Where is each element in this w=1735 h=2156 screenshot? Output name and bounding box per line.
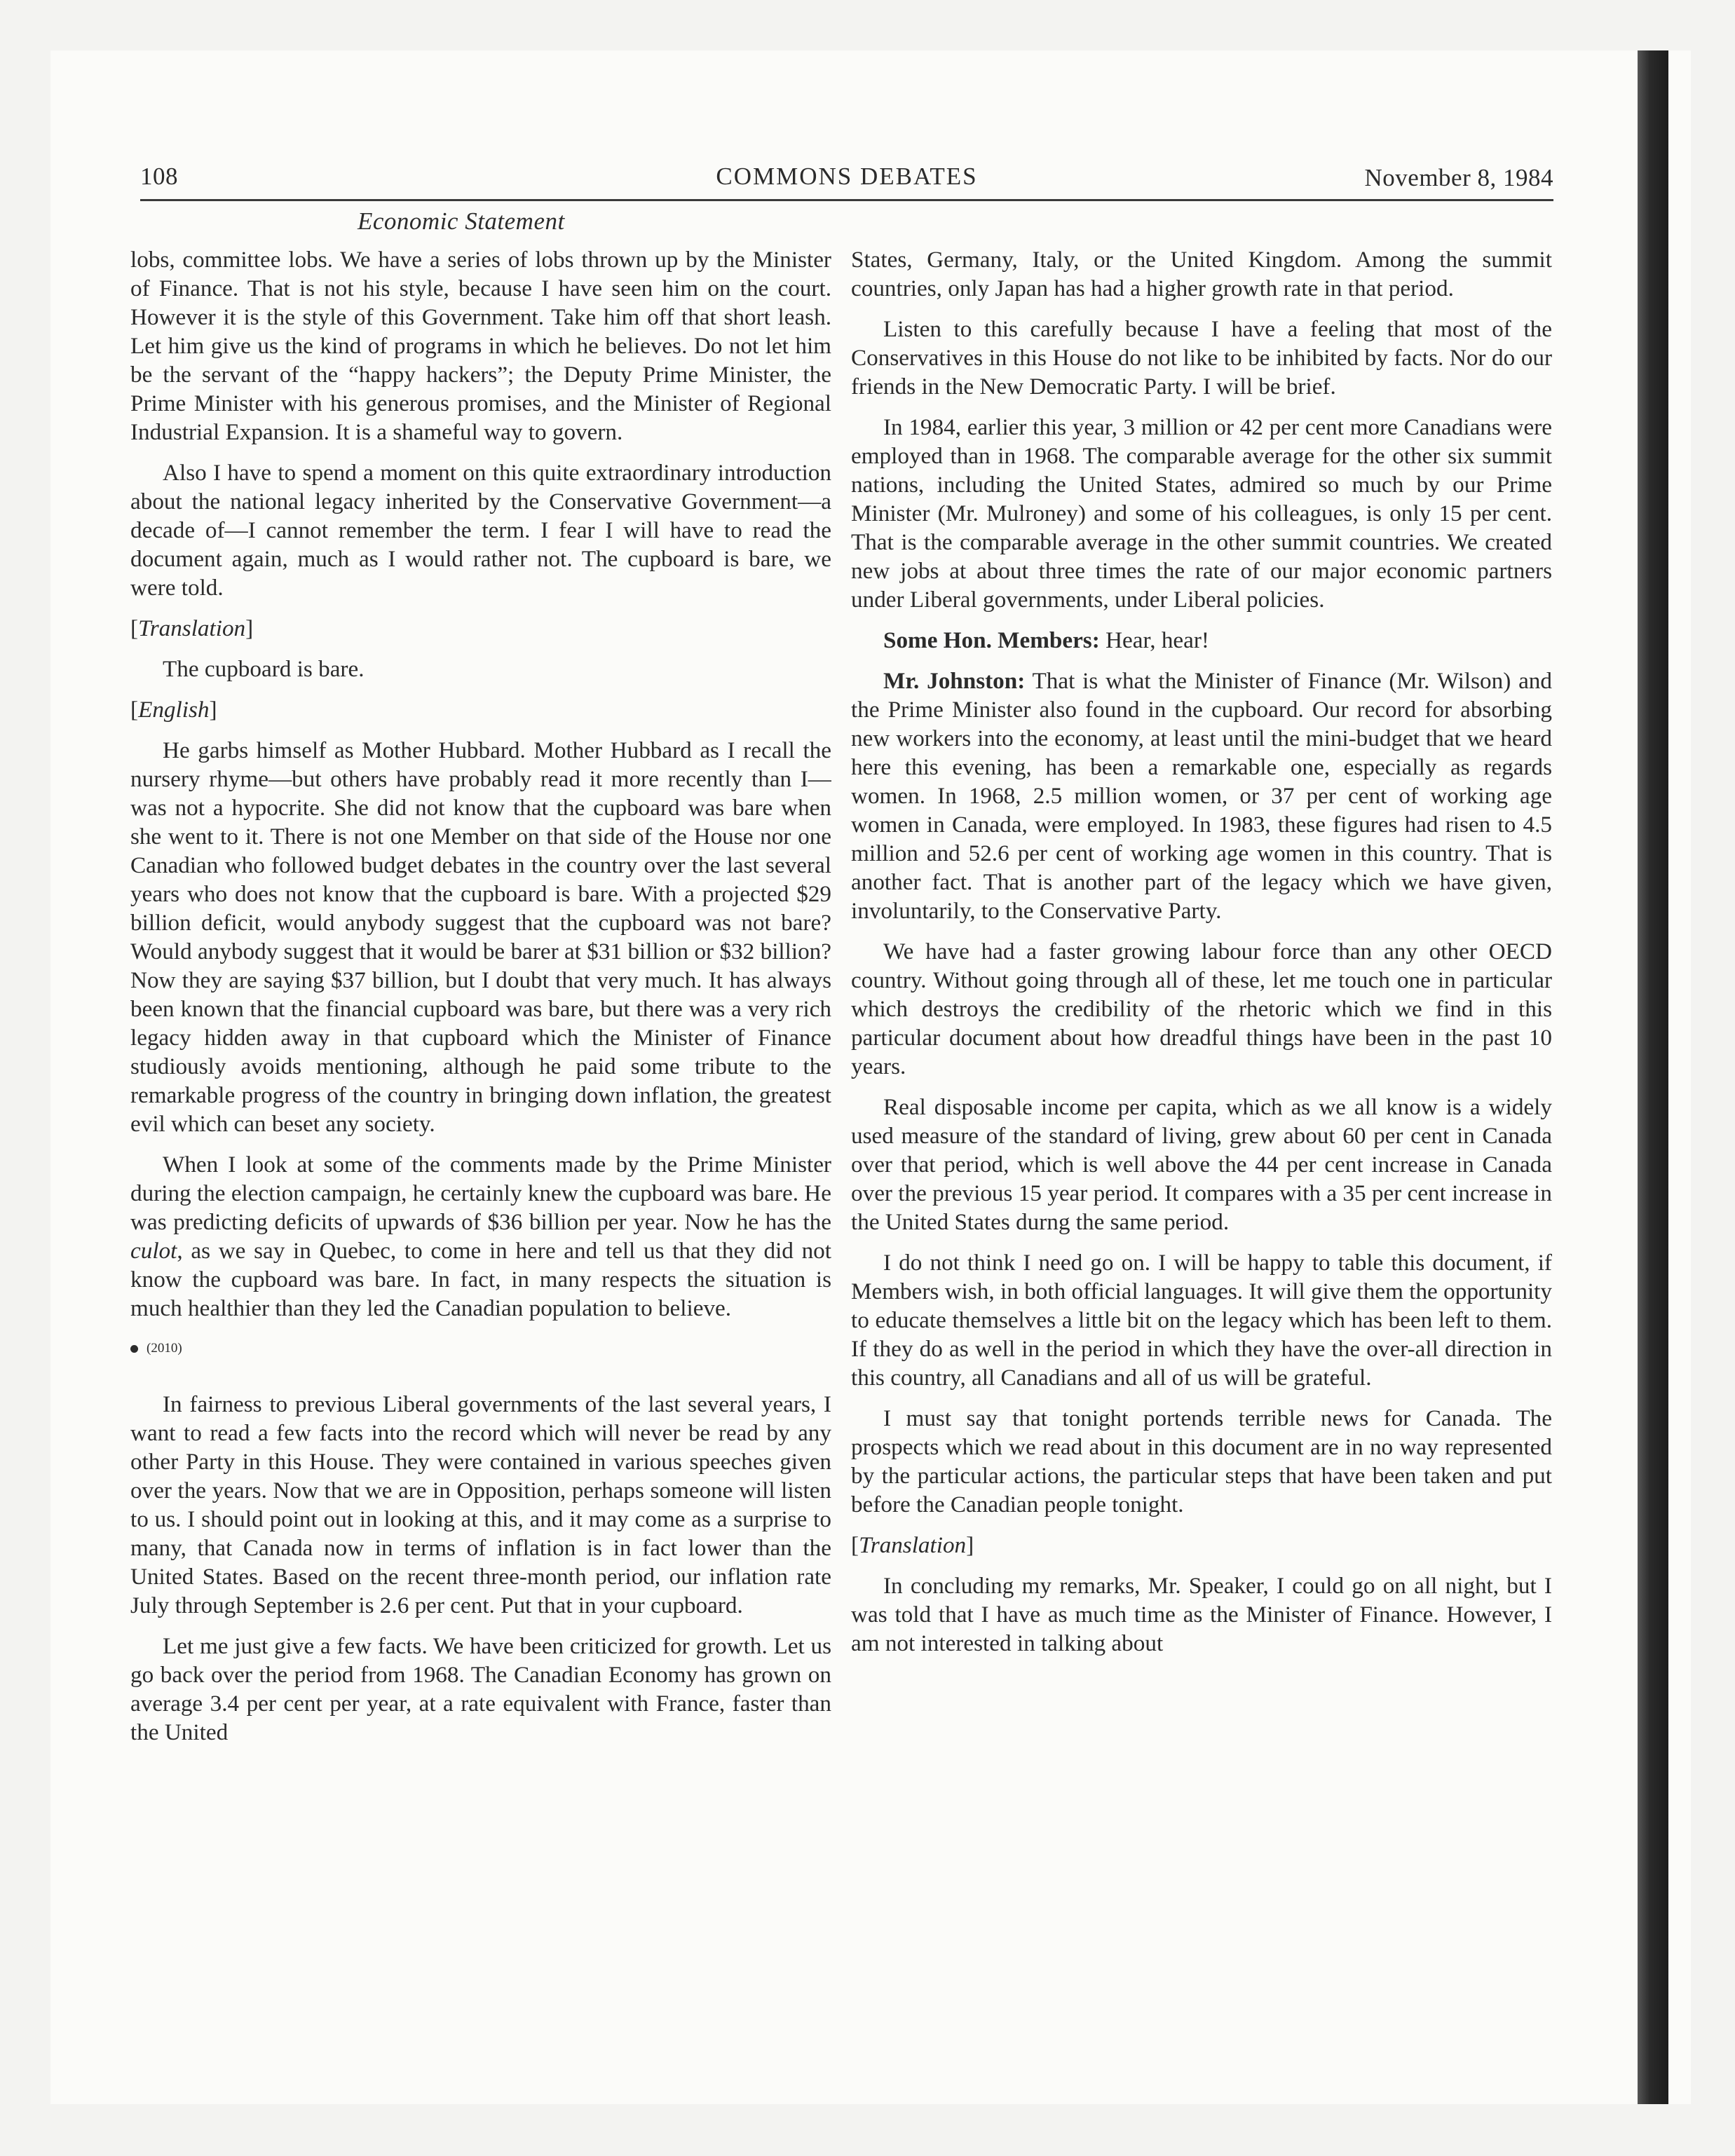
- paragraph: He garbs himself as Mother Hubbard. Mother Hubbard as I recall the nursery rhyme—but others have probably read it more recently than I—was not a hypocrite. She did not know that the cupboard was bare when she went to it. There is not one Member on that side of the House nor one Canadian who followed budget debates in the country over the last several years who does not know that the cupboard is bare. With a projected $29 billion deficit, would anybody suggest that the cupboard was not bare? Would anybody suggest that it would be barer at $31 billion or $32 billion? Now they are saying $37 billion, but I doubt that very much. It has always been known that the financial cupboard was bare, but there was a very rich legacy hidden away in that cupboard which the Minister of Finance studiously avoids mentioning, although he paid some tribute to the remarkable progress of the country in bringing down inflation, the greatest evil which can beset any society.: [130, 737, 831, 1137]
- paragraph: I do not think I need go on. I will be happy to table this document, if Members wish, in both official languages. It will give them the opportunity to educate themselves a little bit on the legacy which has been left to them. If they do as well in the period in which they have the over-all direction in this country, all Canadians and all of us will be grateful.: [851, 1250, 1552, 1391]
- speaker-name: Some Hon. Members:: [883, 627, 1100, 653]
- paragraph: Listen to this carefully because I have a feeling that most of the Conservatives in this House do not like to be inhibited by facts. Nor do our friends in the New Democratic Party. I will be brief.: [851, 316, 1552, 400]
- language-tag-translation: [Translation]: [130, 615, 254, 641]
- speaker-name: Mr. Johnston:: [883, 668, 1026, 694]
- paragraph: I must say that tonight portends terrible news for Canada. The prospects which we read about in this document are in no way represented by the particular actions, the particular steps that have been taken and put before the Canadian people tonight.: [851, 1405, 1552, 1517]
- publication-title: COMMONS DEBATES: [716, 163, 978, 190]
- paragraph: In concluding my remarks, Mr. Speaker, I could go on all night, but I was told that I have as much time as the Minister of Finance. However, I am not interested in talking about: [851, 1573, 1552, 1656]
- paragraph: Real disposable income per capita, which as we all know is a widely used measure of the standard of living, grew about 60 per cent in Canada over that period, which is well above the 44 per cent increase in Canada over the previous 15 year period. It compares with a 35 per cent increase in the United States durng the same period.: [851, 1094, 1552, 1235]
- section-title: Economic Statement: [358, 207, 565, 235]
- paragraph: When I look at some of the comments made by the Prime Minister during the election campaign, he certainly knew the cupboard was bare. He was predicting deficits of upwards of $36 billion per year. Now he has the culot, as we say in Quebec, to come in here and tell us that they did not know the cupboard was bare. In fact, in many respects the situation is much healthier than they led the Canadian population to believe.: [130, 1152, 831, 1321]
- header-date: November 8, 1984: [1364, 164, 1553, 191]
- paragraph: States, Germany, Italy, or the United Kingdom. Among the summit countries, only Japan has had a higher growth rate in that period.: [851, 247, 1552, 301]
- paragraph: The cupboard is bare.: [163, 656, 365, 682]
- paragraph: In fairness to previous Liberal governments of the last several years, I want to read a few facts into the record which will never be read by any other Party in this House. They were contained in various speeches given over the years. Now that we are in Opposition, perhaps someone will listen to us. I should point out in looking at this, and it may come as a surprise to many, that Canada now in terms of inflation is in fact lower than the United States. Based on the recent three-month period, our inflation rate July through September is 2.6 per cent. Put that in your cupboard.: [130, 1391, 831, 1618]
- page-number: 108: [140, 163, 178, 190]
- speaker-paragraph: Some Hon. Members: Hear, hear!: [883, 627, 1209, 653]
- time-marker: (2010): [130, 1338, 831, 1359]
- paragraph: Also I have to spend a moment on this quite extraordinary introduction about the national legacy inherited by the Conservative Government—a decade of—I cannot remember the term. I fear I will have to read the document again, much as I would rather not. The cupboard is bare, we were told.: [130, 460, 831, 601]
- paragraph: lobs, committee lobs. We have a series of lobs thrown up by the Minister of Finance. That is not his style, because I have seen him on the court. However it is the style of this Government. Take him off that short leash. Let him give us the kind of programs in which he believes. Do not let him be the servant of the “happy hackers”; the Deputy Prime Minister, the Prime Minister with his generous promises, and the Minister of Regional Industrial Expansion. It is a shameful way to govern.: [130, 247, 831, 445]
- language-tag-translation: [Translation]: [851, 1532, 974, 1558]
- binding-edge: [1638, 50, 1668, 2104]
- language-tag-english: [English]: [130, 697, 217, 723]
- paragraph: Let me just give a few facts. We have been criticized for growth. Let us go back over the period from 1968. The Canadian Economy has grown on average 3.4 per cent per year, at a rate equivalent with France, faster than the United: [130, 1633, 831, 1745]
- running-header: [140, 160, 1553, 201]
- paragraph: In 1984, earlier this year, 3 million or 42 per cent more Canadians were employed than in 1968. The comparable average for the other six summit nations, including the United States, admired so much by our Prime Minister (Mr. Mulroney) and some of his colleagues, is only 15 per cent. That is the comparable average in the other summit countries. We created new jobs at about three times the rate of our major economic partners under Liberal governments, under Liberal policies.: [851, 414, 1552, 613]
- speaker-paragraph: Mr. Johnston: That is what the Minister of Finance (Mr. Wilson) and the Prime Minister also found in the cupboard. Our record for absorbing new workers into the economy, at least until the mini-budget that we heard here this evening, has been a remarkable one, especially as regards women. In 1968, 2.5 million women, or 37 per cent of working age women in Canada, were employed. In 1983, these figures had risen to 4.5 million and 52.6 per cent of working age women in this country. That is another fact. That is another part of the legacy which we have given, involuntarily, to the Conservative Party.: [851, 668, 1552, 924]
- paragraph: We have had a faster growing labour force than any other OECD country. Without going through all of these, let me touch one in particular which destroys the credibility of the rhetoric which we find in this particular document about how dreadful things have been in the past 10 years.: [851, 939, 1552, 1079]
- italic-term: culot: [130, 1238, 177, 1264]
- right-column: [851, 245, 1552, 1906]
- left-column: [130, 245, 831, 1906]
- bullet-icon: [130, 1345, 138, 1353]
